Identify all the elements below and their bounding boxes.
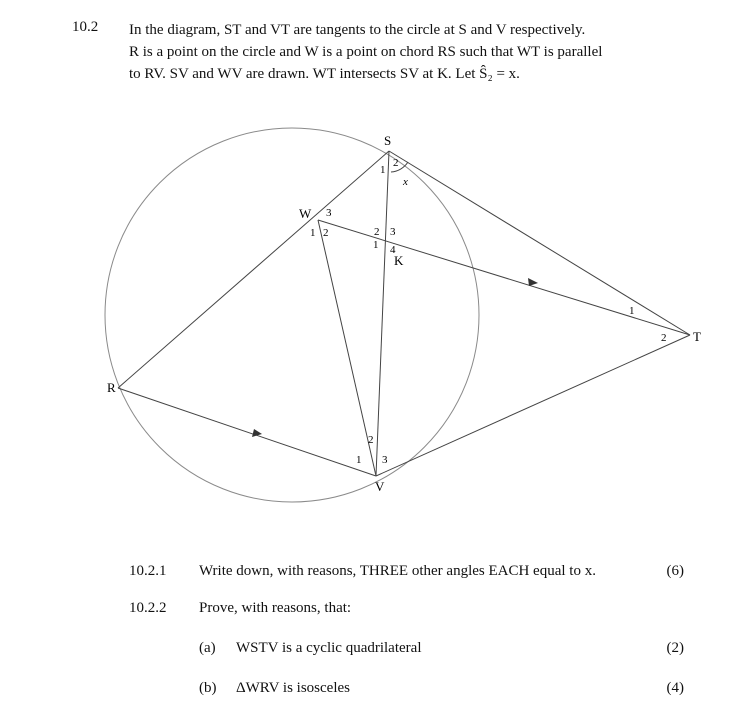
angle-label-w3: 3: [326, 207, 332, 219]
part-10-2-1-text: Write down, with reasons, THREE other angles EACH equal to x.: [199, 563, 596, 579]
point-label-T: T: [693, 329, 701, 344]
part-b-text: ΔWRV is isosceles: [236, 680, 350, 696]
angle-label-v2: 2: [368, 434, 374, 446]
angle-label-k4: 4: [390, 244, 396, 256]
angle-label-k2: 2: [374, 226, 380, 238]
angle-label-x: x: [403, 176, 408, 188]
part-10-2-2-text: Prove, with reasons, that:: [199, 600, 352, 616]
intro-line-2: R is a point on the circle and W is a point on chord RS such that WT is parallel: [129, 44, 603, 60]
line-VT: [376, 335, 690, 476]
part-a-marks: (2): [666, 640, 684, 656]
point-label-R: R: [107, 380, 116, 395]
angle-label-t1: 1: [629, 305, 635, 317]
point-label-V: V: [375, 479, 385, 494]
parallel-arrow-WT: [528, 278, 538, 286]
angle-label-v3: 3: [382, 454, 388, 466]
line-ST: [389, 151, 690, 335]
line-RV: [118, 388, 376, 476]
intro-line-3: to RV. SV and WV are drawn. WT intersects SV at K. Let Ŝ₂ = x.: [129, 66, 520, 82]
point-label-W: W: [299, 206, 312, 221]
question-number: 10.2: [72, 19, 99, 35]
angle-label-v1: 1: [356, 454, 362, 466]
line-SV: [376, 151, 389, 476]
part-10-2-1-marks: (6): [666, 563, 684, 579]
part-b-marks: (4): [666, 680, 684, 696]
intro-line-1: In the diagram, ST and VT are tangents to the circle at S and V respectively.: [129, 22, 586, 38]
part-10-2-1-number: 10.2.1: [129, 563, 167, 579]
angle-label-k3: 3: [390, 226, 396, 238]
part-a-number: (a): [199, 640, 216, 656]
part-a-text: WSTV is a cyclic quadrilateral: [236, 640, 422, 656]
angle-label-k1: 1: [373, 239, 379, 251]
circle: [105, 128, 479, 502]
angle-label-s1: 1: [380, 164, 386, 176]
point-label-S: S: [384, 133, 392, 148]
angle-label-w2: 2: [323, 227, 329, 239]
angle-label-w1: 1: [310, 227, 316, 239]
part-b-number: (b): [199, 680, 217, 696]
part-10-2-2-number: 10.2.2: [129, 600, 167, 616]
angle-label-s2: 2: [393, 157, 399, 169]
angle-label-t2: 2: [661, 332, 667, 344]
point-label-K: K: [394, 253, 404, 268]
